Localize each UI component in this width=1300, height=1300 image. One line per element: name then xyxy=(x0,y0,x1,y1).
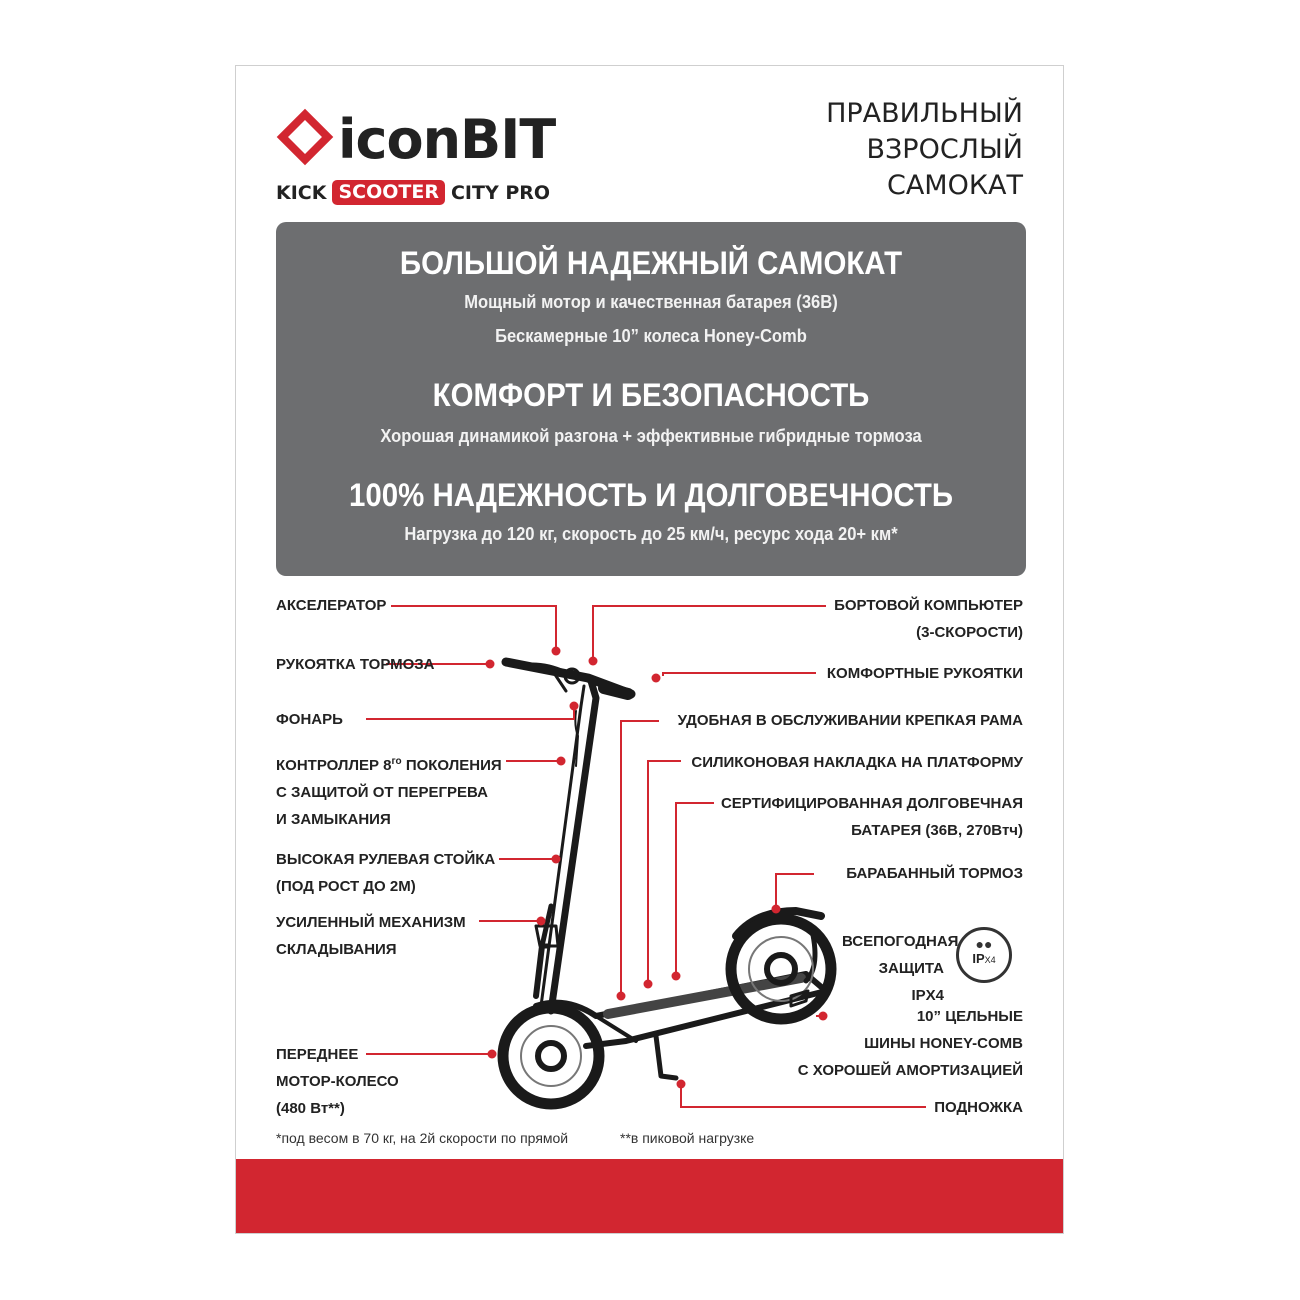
label-battery-line1: СЕРТИФИЦИРОВАННАЯ ДОЛГОВЕЧНАЯ xyxy=(720,795,1023,812)
label-weatherproof xyxy=(842,928,959,1009)
label-tires-line2: ШИНЫ HONEY-COMB xyxy=(864,1035,1023,1052)
poster-sheet xyxy=(235,65,1064,1234)
feature-title: БОЛЬШОЙ НАДЕЖНЫЙ САМОКАТ xyxy=(399,245,903,281)
label-weather-line2: ЗАЩИТА IPX4 xyxy=(878,960,944,1004)
feature-line: Мощный мотор и качественная батарея (36В) xyxy=(464,292,838,312)
label-brake-lever: РУКОЯТКА ТОРМОЗА xyxy=(276,656,435,673)
label-kickstand: ПОДНОЖКА xyxy=(934,1099,1023,1116)
feature-title: 100% НАДЕЖНОСТЬ И ДОЛГОВЕЧНОСТЬ xyxy=(348,477,954,513)
slogan-line: САМОКАТ xyxy=(886,170,1023,201)
product-line-scooter: SCOOTER xyxy=(332,180,445,205)
label-tires xyxy=(798,1003,1023,1084)
feature-line: Бескамерные 10” колеса Honey-Comb xyxy=(495,326,807,346)
label-motor-line1: ПЕРЕДНЕЕ xyxy=(276,1046,359,1063)
feature-line: Нагрузка до 120 кг, скорость до 25 км/ч, ресурс хода 20+ км* xyxy=(404,524,898,544)
label-stem-line1: ВЫСОКАЯ РУЛЕВАЯ СТОЙКА xyxy=(276,851,496,868)
feature-line: Хорошая динамикой разгона + эффективные гибридные тормоза xyxy=(380,426,922,446)
label-battery xyxy=(721,790,1023,844)
label-controller-sup: го xyxy=(391,756,402,767)
label-controller-line3: И ЗАМЫКАНИЯ xyxy=(276,811,391,828)
label-computer-line2: (3-СКОРОСТИ) xyxy=(916,624,1023,641)
label-tires-line1: 10” ЦЕЛЬНЫЕ xyxy=(916,1008,1023,1025)
label-onboard-computer xyxy=(834,592,1023,646)
label-controller-part: КОНТРОЛЛЕР 8 xyxy=(276,757,392,774)
slogan-line: ПРАВИЛЬНЫЙ xyxy=(826,98,1023,129)
label-weather-line1: ВСЕПОГОДНАЯ xyxy=(842,933,959,950)
label-motor-line3: (480 Вт**) xyxy=(276,1100,345,1117)
label-fold-line2: СКЛАДЫВАНИЯ xyxy=(276,941,397,958)
footer-band xyxy=(236,1159,1063,1233)
label-front-motor xyxy=(276,1041,399,1122)
brand-name: iconBIT xyxy=(338,108,556,171)
footnote-peak: **в пиковой нагрузке xyxy=(620,1130,755,1146)
label-accelerator: АКСЕЛЕРАТОР xyxy=(276,597,387,614)
label-stem xyxy=(276,846,495,900)
label-frame: УДОБНАЯ В ОБСЛУЖИВАНИИ КРЕПКАЯ РАМА xyxy=(677,712,1023,729)
ipx4-ip: IP xyxy=(972,951,985,966)
product-line-city-pro: CITY PRO xyxy=(450,181,551,204)
label-tires-line3: С ХОРОШЕЙ АМОРТИЗАЦИЕЙ xyxy=(797,1062,1023,1079)
label-controller-line2: С ЗАЩИТОЙ ОТ ПЕРЕГРЕВА xyxy=(276,784,488,801)
feature-title: КОМФОРТ И БЕЗОПАСНОСТЬ xyxy=(432,377,870,413)
label-deck-pad: СИЛИКОНОВАЯ НАКЛАДКА НА ПЛАТФОРМУ xyxy=(691,754,1023,771)
ipx4-badge xyxy=(956,927,1012,983)
label-computer-line1: БОРТОВОЙ КОМПЬЮТЕР xyxy=(834,597,1023,614)
label-stem-line2: (ПОД РОСТ ДО 2М) xyxy=(276,878,416,895)
footnote-speed: *под весом в 70 кг, на 2й скорости по прямой xyxy=(276,1130,569,1146)
label-battery-line2: БАТАРЕЯ (36В, 270Втч) xyxy=(851,822,1023,839)
ipx4-x4: X4 xyxy=(984,955,996,965)
label-fold-line1: УСИЛЕННЫЙ МЕХАНИЗМ xyxy=(276,914,466,931)
label-controller xyxy=(276,748,502,833)
label-controller-part: ПОКОЛЕНИЯ xyxy=(401,757,502,774)
ipx4-text xyxy=(959,951,1009,968)
label-drum-brake: БАРАБАННЫЙ ТОРМОЗ xyxy=(846,865,1023,882)
product-line-kick: KICK xyxy=(276,181,327,204)
label-grips: КОМФОРТНЫЕ РУКОЯТКИ xyxy=(826,665,1023,682)
label-motor-line2: МОТОР-КОЛЕСО xyxy=(276,1073,399,1090)
slogan-line: ВЗРОСЛЫЙ xyxy=(866,134,1023,165)
water-drops-icon: ●● xyxy=(975,936,993,952)
label-lamp: ФОНАРЬ xyxy=(276,711,343,728)
label-controller-line1 xyxy=(276,748,502,779)
label-fold xyxy=(276,909,466,963)
